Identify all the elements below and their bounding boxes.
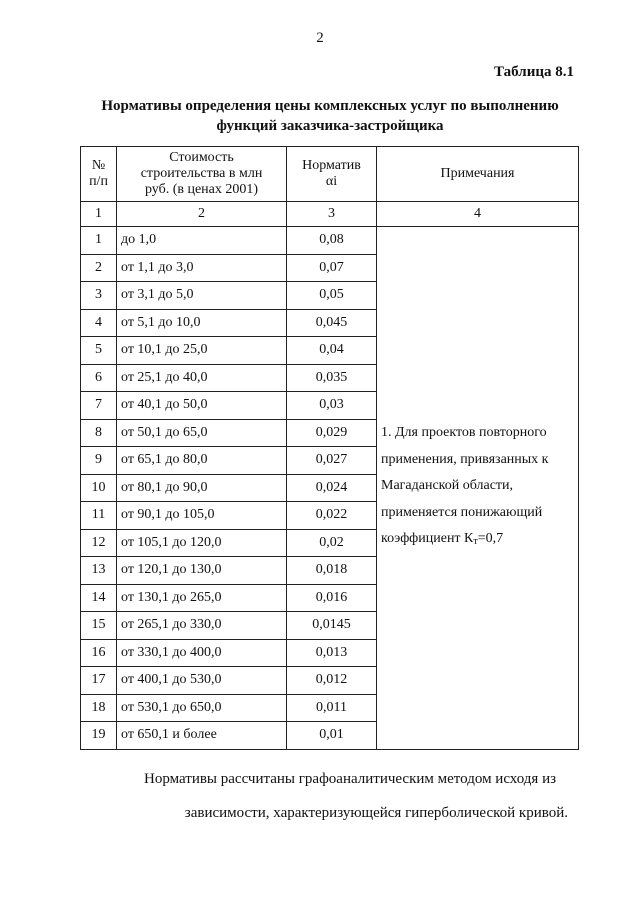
table-title: [60, 96, 600, 136]
row-cost: до 1,0: [117, 227, 287, 255]
row-norm: 0,0145: [287, 612, 377, 640]
table-row: [81, 227, 579, 255]
header-cost: Стоимость строительства в млн руб. (в ценах 2001): [117, 147, 287, 202]
row-number: 2: [81, 254, 117, 282]
row-note: [377, 227, 579, 750]
row-number: 3: [81, 282, 117, 310]
row-cost: от 10,1 до 25,0: [117, 337, 287, 365]
row-cost: от 330,1 до 400,0: [117, 639, 287, 667]
row-number: 18: [81, 694, 117, 722]
row-cost: от 25,1 до 40,0: [117, 364, 287, 392]
row-norm: 0,027: [287, 447, 377, 475]
header-notes: Примечания: [377, 147, 579, 202]
row-norm: 0,01: [287, 722, 377, 750]
page-number: 2: [316, 30, 324, 46]
row-number: 4: [81, 309, 117, 337]
footer-line-1: Нормативы рассчитаны графоаналитическим методом исходя из: [144, 771, 557, 787]
table-title-line-2: функций заказчика-застройщика: [216, 118, 444, 134]
row-cost: от 90,1 до 105,0: [117, 502, 287, 530]
note-subscript: т: [473, 536, 478, 547]
row-cost: от 65,1 до 80,0: [117, 447, 287, 475]
row-norm: 0,024: [287, 474, 377, 502]
row-cost: от 120,1 до 130,0: [117, 557, 287, 585]
row-number: 16: [81, 639, 117, 667]
row-number: 19: [81, 722, 117, 750]
row-norm: 0,07: [287, 254, 377, 282]
note-text: 1. Для проектов повторного применения, привязанных к Магаданской области, применяется понижающий коэффициент К: [381, 425, 549, 546]
row-cost: от 5,1 до 10,0: [117, 309, 287, 337]
row-norm: 0,03: [287, 392, 377, 420]
norms-table: [80, 146, 579, 750]
row-cost: от 3,1 до 5,0: [117, 282, 287, 310]
column-number-row: [81, 202, 579, 227]
row-cost: от 650,1 и более: [117, 722, 287, 750]
row-number: 12: [81, 529, 117, 557]
row-cost: от 1,1 до 3,0: [117, 254, 287, 282]
row-cost: от 40,1 до 50,0: [117, 392, 287, 420]
row-number: 7: [81, 392, 117, 420]
column-number: 4: [377, 202, 579, 227]
row-number: 5: [81, 337, 117, 365]
row-norm: 0,045: [287, 309, 377, 337]
row-cost: от 400,1 до 530,0: [117, 667, 287, 695]
table-label: Таблица 8.1: [494, 64, 574, 80]
row-norm: 0,04: [287, 337, 377, 365]
column-number: 1: [81, 202, 117, 227]
table-title-line-1: Нормативы определения цены комплексных услуг по выполнению: [101, 98, 559, 114]
footer-line-2: зависимости, характеризующейся гиперболической кривой.: [184, 805, 568, 821]
row-norm: 0,013: [287, 639, 377, 667]
row-norm: 0,022: [287, 502, 377, 530]
row-cost: от 105,1 до 120,0: [117, 529, 287, 557]
row-norm: 0,012: [287, 667, 377, 695]
column-number: 3: [287, 202, 377, 227]
footer-note: [60, 762, 580, 830]
row-norm: 0,05: [287, 282, 377, 310]
row-norm: 0,011: [287, 694, 377, 722]
row-number: 13: [81, 557, 117, 585]
row-number: 8: [81, 419, 117, 447]
row-norm: 0,035: [287, 364, 377, 392]
row-number: 11: [81, 502, 117, 530]
row-cost: от 130,1 до 265,0: [117, 584, 287, 612]
row-cost: от 265,1 до 330,0: [117, 612, 287, 640]
row-number: 9: [81, 447, 117, 475]
row-norm: 0,018: [287, 557, 377, 585]
row-cost: от 50,1 до 65,0: [117, 419, 287, 447]
row-number: 10: [81, 474, 117, 502]
row-cost: от 530,1 до 650,0: [117, 694, 287, 722]
row-number: 14: [81, 584, 117, 612]
row-number: 15: [81, 612, 117, 640]
row-number: 6: [81, 364, 117, 392]
row-norm: 0,016: [287, 584, 377, 612]
header-row: [81, 147, 579, 202]
row-norm: 0,08: [287, 227, 377, 255]
row-number: 17: [81, 667, 117, 695]
table-body: [81, 227, 579, 750]
header-norm: Норматив αi: [287, 147, 377, 202]
column-number: 2: [117, 202, 287, 227]
row-norm: 0,02: [287, 529, 377, 557]
row-norm: 0,029: [287, 419, 377, 447]
row-number: 1: [81, 227, 117, 255]
header-num: № п/п: [81, 147, 117, 202]
row-cost: от 80,1 до 90,0: [117, 474, 287, 502]
note-value: =0,7: [477, 531, 504, 546]
